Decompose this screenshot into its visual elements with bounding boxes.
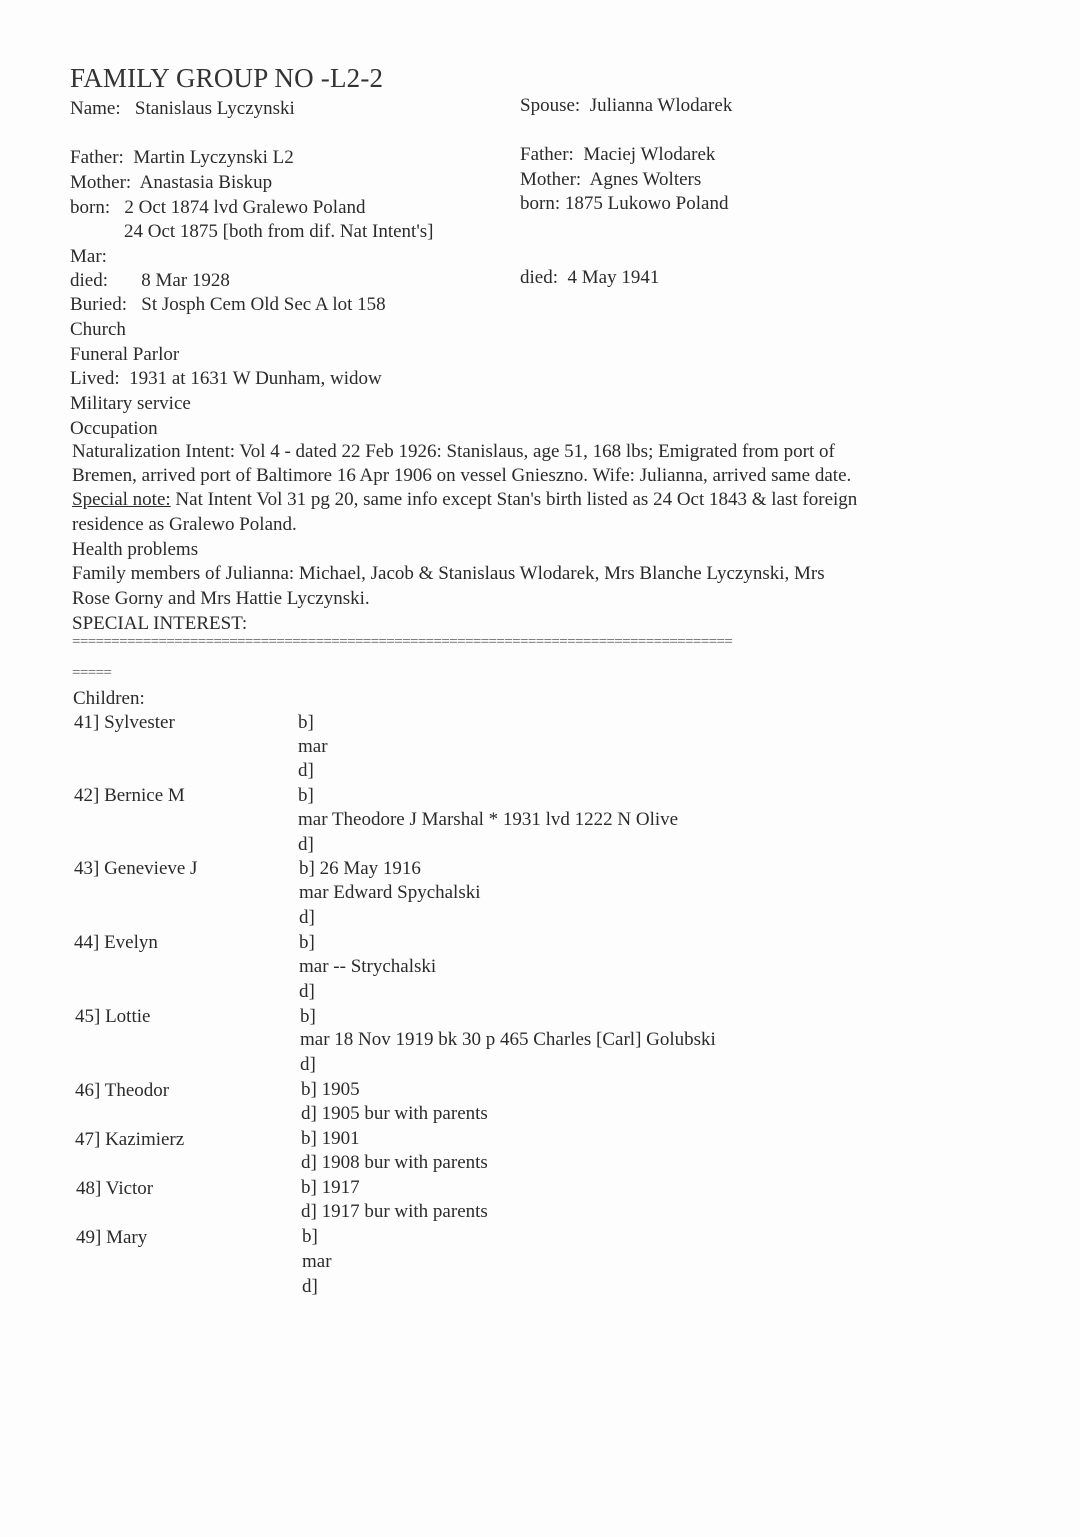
family-members-line-2: Rose Gorny and Mrs Hattie Lyczynski. xyxy=(72,588,370,609)
father-label: Father: xyxy=(520,144,574,165)
buried-label: Buried: xyxy=(70,294,127,315)
mother-label: Mother: xyxy=(520,169,582,190)
child-name: 42] Bernice M xyxy=(74,785,185,806)
separator-line-1: ==================================================================================== xyxy=(72,634,733,650)
husband-mother-row xyxy=(70,171,272,195)
husband-father: Martin Lyczynski L2 xyxy=(133,147,294,168)
child-death: d] xyxy=(298,760,314,781)
family-members-line-1: Family members of Julianna: Michael, Jacob & Stanislaus Wlodarek, Mrs Blanche Lyczynski, Mrs xyxy=(72,563,825,584)
spouse-row xyxy=(520,94,732,118)
husband-died: 8 Mar 1928 xyxy=(141,270,230,291)
child-name: 48] Victor xyxy=(76,1178,154,1199)
husband-born-row xyxy=(70,196,366,220)
spouse-mother-row xyxy=(520,168,701,192)
child-death: d] xyxy=(299,981,315,1002)
naturalization-line-2: Bremen, arrived port of Baltimore 16 Apr 1906 on vessel Gnieszno. Wife: Julianna, arrived same date. xyxy=(72,465,852,486)
special-interest-label: SPECIAL INTEREST: xyxy=(72,613,248,634)
child-birth: b] xyxy=(298,785,314,806)
child-birth: b] xyxy=(298,712,314,733)
child-death: d] xyxy=(299,907,315,928)
page-title: FAMILY GROUP NO -L2-2 xyxy=(70,63,384,93)
died-label: died: xyxy=(520,267,558,288)
father-label: Father: xyxy=(70,147,124,168)
spouse-father-row xyxy=(520,143,715,167)
spouse-label: Spouse: xyxy=(520,95,581,116)
died-label: died: xyxy=(70,270,108,291)
husband-died-row xyxy=(70,269,230,293)
husband-buried: St Josph Cem Old Sec A lot 158 xyxy=(141,294,386,315)
child-name: 45] Lottie xyxy=(75,1006,151,1027)
child-birth: b] xyxy=(302,1226,318,1247)
child-death: d] 1917 bur with parents xyxy=(301,1201,488,1222)
child-name: 46] Theodor xyxy=(75,1080,170,1101)
husband-buried-row xyxy=(70,293,386,317)
child-birth: b] 1905 xyxy=(301,1079,360,1100)
spouse-name: Julianna Wlodarek xyxy=(589,95,733,116)
child-marriage: mar Theodore J Marshal * 1931 lvd 1222 N Olive xyxy=(298,809,679,830)
child-death: d] 1908 bur with parents xyxy=(301,1152,488,1173)
child-marriage: mar -- Strychalski xyxy=(299,956,437,977)
health-label: Health problems xyxy=(72,539,199,560)
husband-born: 2 Oct 1874 lvd Gralewo Poland xyxy=(124,197,366,218)
occupation-label: Occupation xyxy=(70,418,158,439)
born-label: born: xyxy=(520,193,561,214)
spouse-mother: Agnes Wolters xyxy=(589,169,702,190)
spouse-died-row xyxy=(520,266,659,290)
naturalization-line-1: Naturalization Intent: Vol 4 - dated 22 Feb 1926: Stanislaus, age 51, 168 lbs; Emigrated from port of xyxy=(72,441,835,462)
husband-born-alt: 24 Oct 1875 [both from dif. Nat Intent's] xyxy=(124,221,434,242)
church-label: Church xyxy=(70,319,126,340)
born-label: born: xyxy=(70,197,111,218)
child-birth: b] 26 May 1916 xyxy=(299,858,421,879)
child-birth: b] xyxy=(300,1006,316,1027)
children-label: Children: xyxy=(73,688,145,709)
child-birth: b] 1901 xyxy=(301,1128,360,1149)
name-row xyxy=(70,97,295,121)
child-name: 41] Sylvester xyxy=(74,712,175,733)
special-note-row xyxy=(72,488,857,512)
child-marriage: mar Edward Spychalski xyxy=(299,882,481,903)
child-birth: b] 1917 xyxy=(301,1177,360,1198)
spouse-father: Maciej Wlodarek xyxy=(583,144,716,165)
separator-line-2: ===== xyxy=(72,665,112,681)
child-name: 44] Evelyn xyxy=(74,932,158,953)
husband-father-row xyxy=(70,146,294,170)
lived-label: Lived: xyxy=(70,368,120,389)
child-name: 49] Mary xyxy=(76,1227,148,1248)
military-label: Military service xyxy=(70,393,191,414)
child-death: d] xyxy=(298,834,314,855)
special-note-line-2: residence as Gralewo Poland. xyxy=(72,514,297,535)
funeral-parlor-label: Funeral Parlor xyxy=(70,344,180,365)
marriage-label: Mar: xyxy=(70,246,107,267)
child-name: 47] Kazimierz xyxy=(75,1129,185,1150)
spouse-born: 1875 Lukowo Poland xyxy=(564,193,729,214)
child-name: 43] Genevieve J xyxy=(74,858,198,879)
child-death: d] xyxy=(300,1054,316,1075)
child-marriage: mar 18 Nov 1919 bk 30 p 465 Charles [Carl] Golubski xyxy=(300,1029,716,1050)
child-death: d] 1905 bur with parents xyxy=(301,1103,488,1124)
lived-row xyxy=(70,367,382,391)
mother-label: Mother: xyxy=(70,172,132,193)
name-label: Name: xyxy=(70,98,121,119)
child-marriage: mar xyxy=(302,1251,332,1272)
spouse-died: 4 May 1941 xyxy=(567,267,660,288)
special-note-label: Special note: xyxy=(72,489,171,510)
husband-mother: Anastasia Biskup xyxy=(139,172,273,193)
child-birth: b] xyxy=(299,932,315,953)
husband-name: Stanislaus Lyczynski xyxy=(134,98,295,119)
child-marriage: mar xyxy=(298,736,328,757)
spouse-born-row xyxy=(520,192,728,216)
child-death: d] xyxy=(302,1276,318,1297)
special-note-line-1: Nat Intent Vol 31 pg 20, same info except Stan's birth listed as 24 Oct 1843 & last foreign xyxy=(170,489,858,510)
lived-value: 1931 at 1631 W Dunham, widow xyxy=(129,368,382,389)
